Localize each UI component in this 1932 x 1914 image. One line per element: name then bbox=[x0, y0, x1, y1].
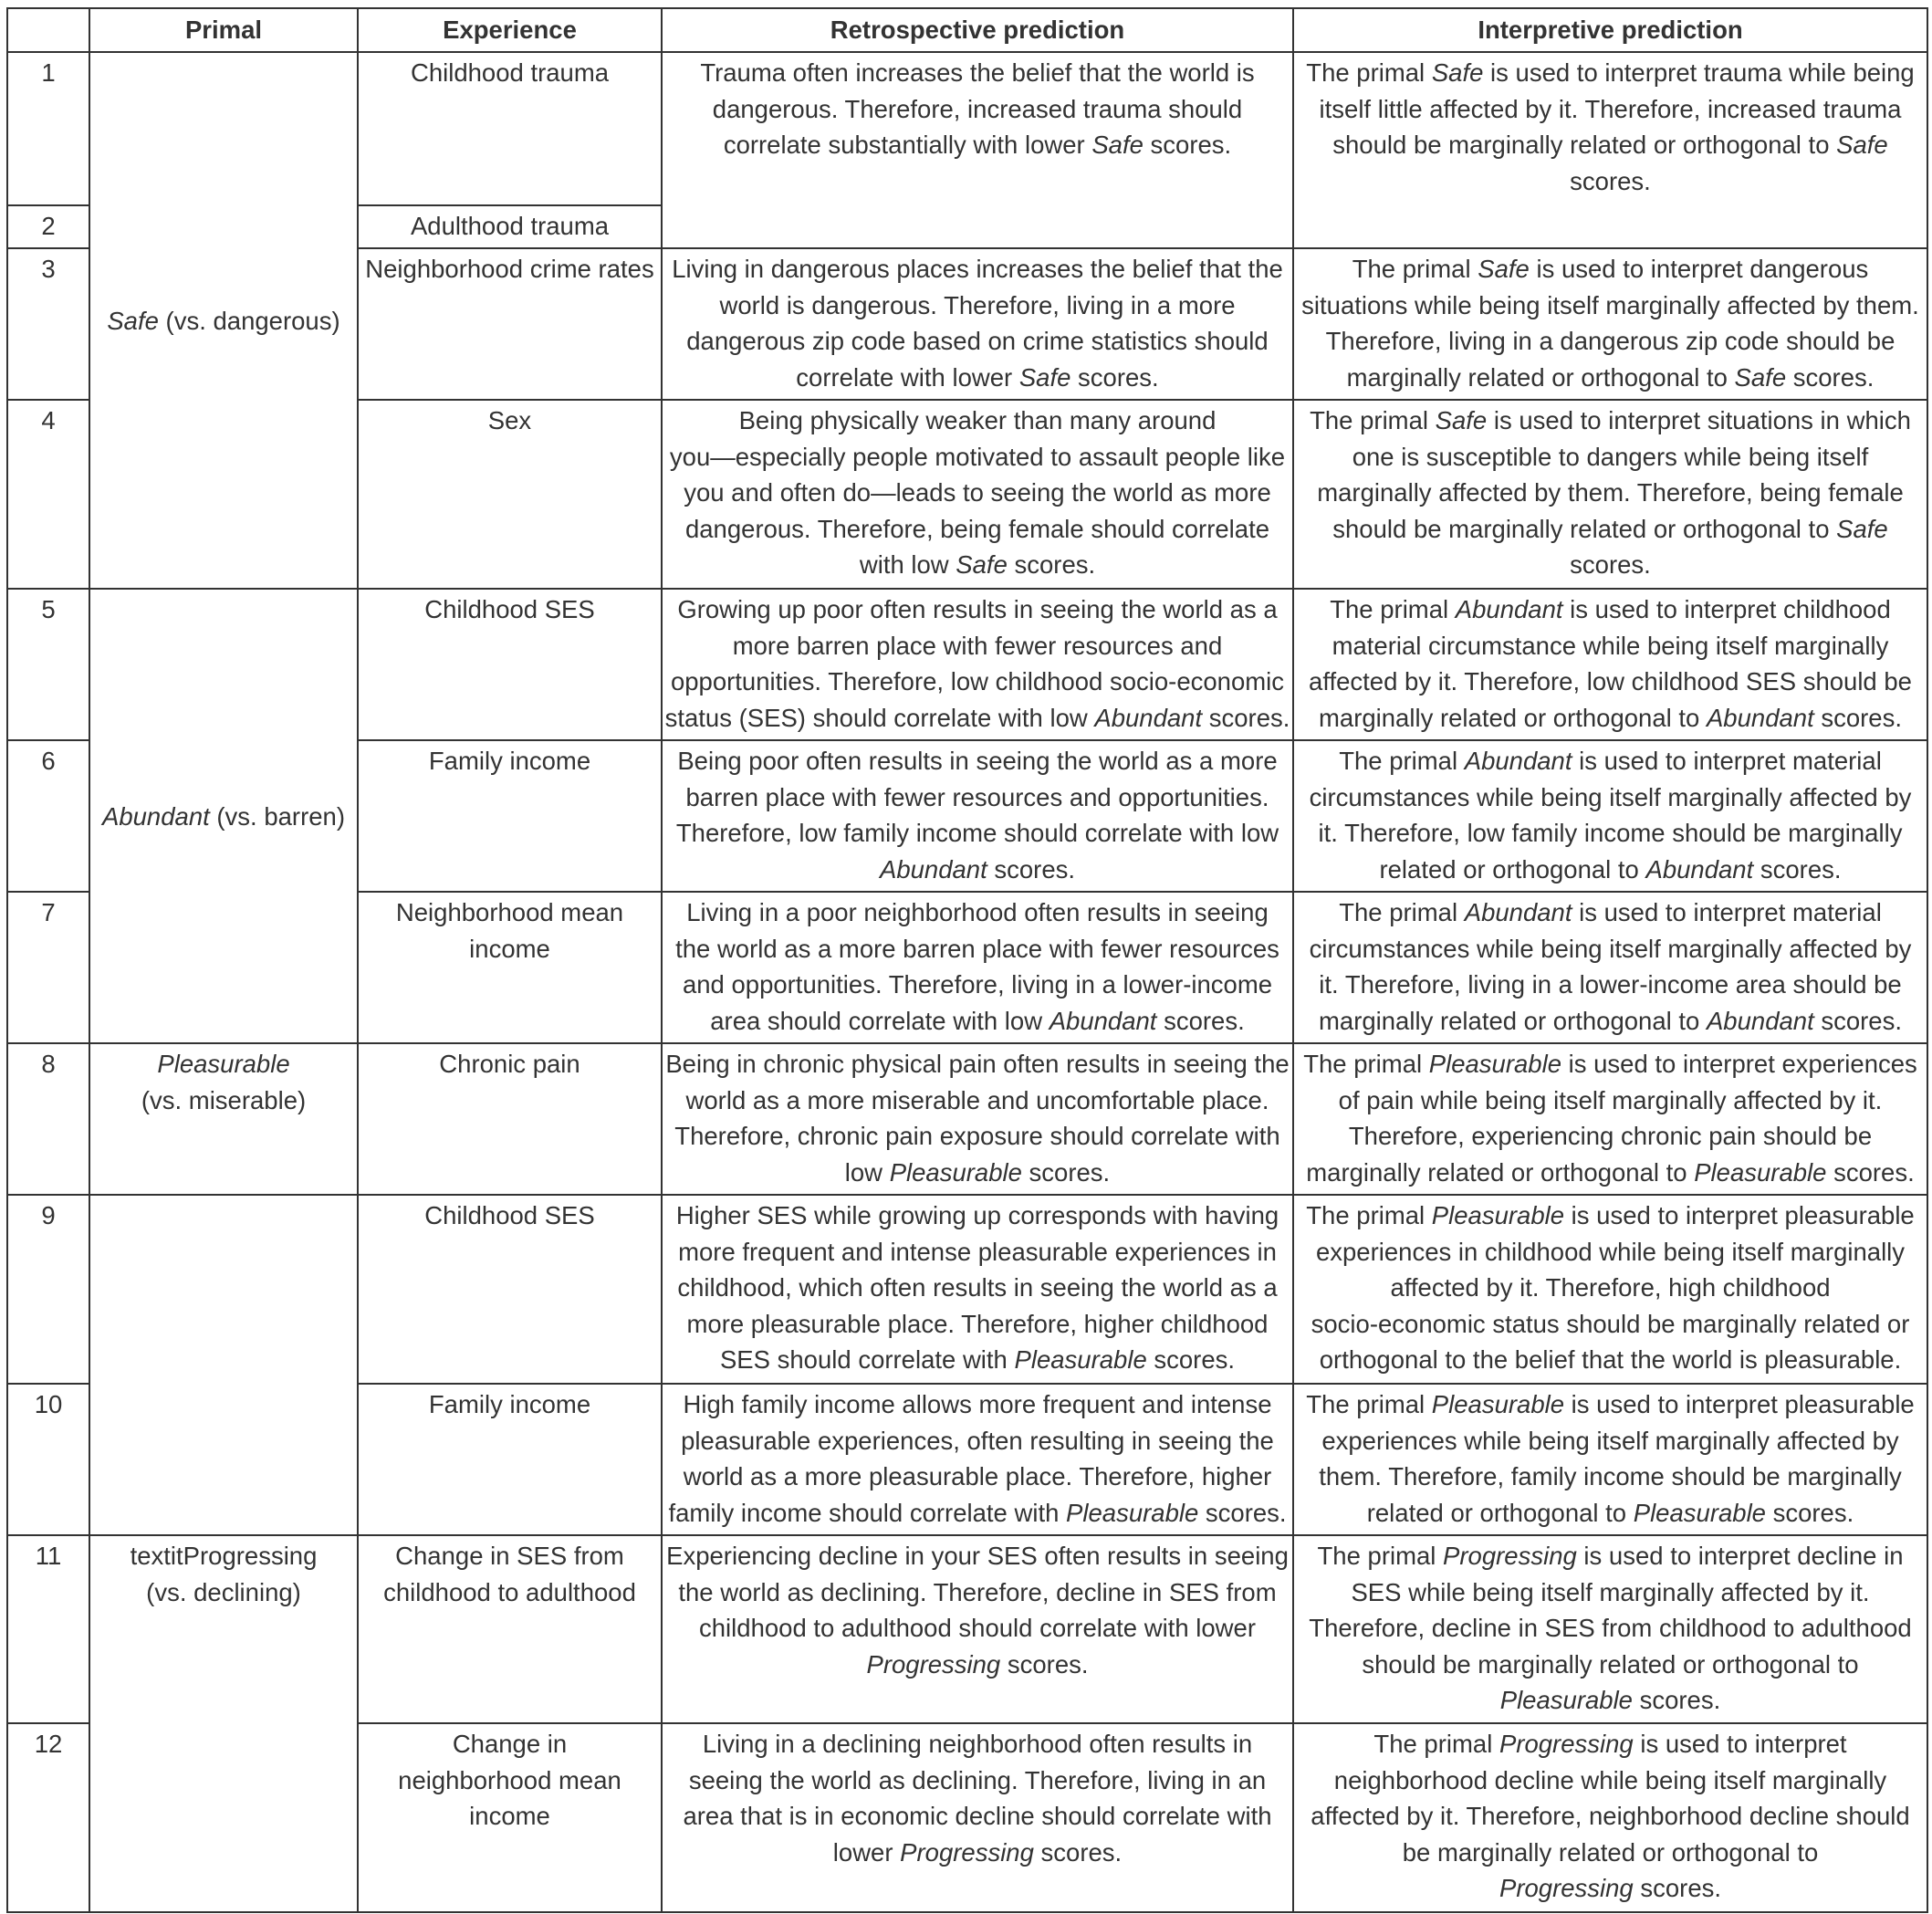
table-row bbox=[7, 589, 1927, 740]
header-num bbox=[7, 8, 89, 52]
experience-cell: Childhood trauma bbox=[358, 52, 662, 205]
primal-contrast: (vs. declining) bbox=[146, 1577, 301, 1606]
retrospective-cell: Experiencing decline in your SES often results in seeing the world as declining. Therefore, decline in SES from childhood to adulthood should correlate with lower Progressing scores. bbox=[662, 1535, 1293, 1723]
primal-name: Abundant bbox=[102, 802, 210, 831]
retrospective-cell: Higher SES while growing up corresponds with having more frequent and intense pleasurable experiences in childhood, which often results in seeing the world as a more pleasurable place. Therefore, higher childhood SES should correlate with Pleasurable scores. bbox=[662, 1195, 1293, 1384]
interpretive-cell: The primal Safe is used to interpret dangerous situations while being itself marginally affected by them. Therefore, living in a dangerous zip code should be marginally related or orthogonal to Safe scores. bbox=[1293, 248, 1927, 400]
experience-cell: Family income bbox=[358, 1384, 662, 1535]
row-number: 12 bbox=[7, 1723, 89, 1912]
primal-cell-progressing bbox=[89, 1535, 358, 1912]
header-primal: Primal bbox=[89, 8, 358, 52]
retrospective-cell: Living in dangerous places increases the belief that the world is dangerous. Therefore, living in a more dangerous zip code based on crime statistics should correlate with lower Safe scores. bbox=[662, 248, 1293, 400]
retrospective-cell: High family income allows more frequent and intense pleasurable experiences, often resulting in seeing the world as a more pleasurable place. Therefore, higher family income should correlate with Pleasurable scores. bbox=[662, 1384, 1293, 1535]
experience-cell: Childhood SES bbox=[358, 1195, 662, 1384]
interpretive-cell: The primal Abundant is used to interpret material circumstances while being itself marginally affected by it. Therefore, living in a lower-income area should be marginally related or orthogonal to Abundant scores. bbox=[1293, 892, 1927, 1043]
interpretive-cell: The primal Pleasurable is used to interpret pleasurable experiences in childhood while being itself marginally affected by it. Therefore, high childhood socio-economic status should be marginally related or orthogonal to the belief that the world is pleasurable. bbox=[1293, 1195, 1927, 1384]
row-number: 5 bbox=[7, 589, 89, 740]
primal-cell-abundant bbox=[89, 589, 358, 1043]
predictions-table bbox=[6, 7, 1928, 1913]
row-number: 2 bbox=[7, 205, 89, 248]
experience-cell: Childhood SES bbox=[358, 589, 662, 740]
interpretive-cell: The primal Pleasurable is used to interpret experiences of pain while being itself marginally affected by it. Therefore, experiencing chronic pain should be marginally related or orthogonal to Pleasurable scores. bbox=[1293, 1043, 1927, 1195]
table-row bbox=[7, 1043, 1927, 1195]
row-number: 10 bbox=[7, 1384, 89, 1535]
retrospective-cell: Living in a poor neighborhood often results in seeing the world as a more barren place with fewer resources and opportunities. Therefore, living in a lower-income area should correlate with low Abundant scores. bbox=[662, 892, 1293, 1043]
experience-cell: Neighborhood crime rates bbox=[358, 248, 662, 400]
interpretive-cell: The primal Progressing is used to interpret neighborhood decline while being itself marginally affected by it. Therefore, neighborhood decline should be marginally related or orthogonal to Progressing scores. bbox=[1293, 1723, 1927, 1912]
row-number: 3 bbox=[7, 248, 89, 400]
experience-cell: Sex bbox=[358, 400, 662, 589]
primal-cell-safe bbox=[89, 52, 358, 589]
experience-cell: Adulthood trauma bbox=[358, 205, 662, 248]
row-number: 4 bbox=[7, 400, 89, 589]
header-row bbox=[7, 8, 1927, 52]
retrospective-cell: Being poor often results in seeing the world as a more barren place with fewer resources and opportunities. Therefore, low family income should correlate with low Abundant scores. bbox=[662, 740, 1293, 892]
primal-name: Pleasurable bbox=[157, 1050, 290, 1078]
primal-name: textitProgressing bbox=[130, 1542, 318, 1570]
table-row bbox=[7, 1535, 1927, 1723]
primal-contrast: (vs. dangerous) bbox=[158, 307, 340, 336]
experience-cell: Chronic pain bbox=[358, 1043, 662, 1195]
interpretive-cell: The primal Progressing is used to interpret decline in SES while being itself marginally affected by it. Therefore, decline in SES from childhood to adulthood should be marginally related or orthogonal to Pleasurable scores. bbox=[1293, 1535, 1927, 1723]
table-row bbox=[7, 52, 1927, 205]
retrospective-cell: Being in chronic physical pain often results in seeing the world as a more miserable and uncomfortable place. Therefore, chronic pain exposure should correlate with low Pleasurable scores. bbox=[662, 1043, 1293, 1195]
header-retrospective: Retrospective prediction bbox=[662, 8, 1293, 52]
interpretive-cell: The primal Safe is used to interpret trauma while being itself little affected by it. Therefore, increased trauma should be marginally related or orthogonal to Safe scores. bbox=[1293, 52, 1927, 248]
interpretive-cell: The primal Pleasurable is used to interpret pleasurable experiences while being itself marginally affected by them. Therefore, family income should be marginally related or orthogonal to Pleasurable scores. bbox=[1293, 1384, 1927, 1535]
experience-cell: Change in SES from childhood to adulthood bbox=[358, 1535, 662, 1723]
experience-cell: Family income bbox=[358, 740, 662, 892]
header-experience: Experience bbox=[358, 8, 662, 52]
primal-cell-empty bbox=[89, 1195, 358, 1535]
interpretive-cell: The primal Safe is used to interpret situations in which one is susceptible to dangers while being itself marginally affected by them. Therefore, being female should be marginally related or orthogonal to Safe scores. bbox=[1293, 400, 1927, 589]
row-number: 7 bbox=[7, 892, 89, 1043]
primal-cell-pleasurable bbox=[89, 1043, 358, 1195]
retrospective-cell: Being physically weaker than many around you—especially people motivated to assault people like you and often do—leads to seeing the world as more dangerous. Therefore, being female should correlate with low Safe scores. bbox=[662, 400, 1293, 589]
experience-cell: Neighborhood mean income bbox=[358, 892, 662, 1043]
interpretive-cell: The primal Abundant is used to interpret material circumstances while being itself marginally affected by it. Therefore, low family income should be marginally related or orthogonal to Abundant scores. bbox=[1293, 740, 1927, 892]
primal-contrast: (vs. miserable) bbox=[141, 1085, 307, 1114]
row-number: 9 bbox=[7, 1195, 89, 1384]
retrospective-cell: Trauma often increases the belief that the world is dangerous. Therefore, increased trauma should correlate substantially with lower Safe scores. bbox=[662, 52, 1293, 248]
primal-contrast: (vs. barren) bbox=[209, 802, 345, 831]
interpretive-cell: The primal Abundant is used to interpret childhood material circumstance while being itself marginally affected by it. Therefore, low childhood SES should be marginally related or orthogonal to Abundant scores. bbox=[1293, 589, 1927, 740]
header-interpretive: Interpretive prediction bbox=[1293, 8, 1927, 52]
row-number: 6 bbox=[7, 740, 89, 892]
row-number: 11 bbox=[7, 1535, 89, 1723]
row-number: 8 bbox=[7, 1043, 89, 1195]
table-row bbox=[7, 1195, 1927, 1384]
row-number: 1 bbox=[7, 52, 89, 205]
primal-name: Safe bbox=[107, 307, 159, 336]
experience-cell: Change in neighborhood mean income bbox=[358, 1723, 662, 1912]
retrospective-cell: Living in a declining neighborhood often results in seeing the world as declining. Therefore, living in an area that is in economic decline should correlate with lower Progressing scores. bbox=[662, 1723, 1293, 1912]
retrospective-cell: Growing up poor often results in seeing the world as a more barren place with fewer resources and opportunities. Therefore, low childhood socio-economic status (SES) should correlate with low Abundant scores. bbox=[662, 589, 1293, 740]
